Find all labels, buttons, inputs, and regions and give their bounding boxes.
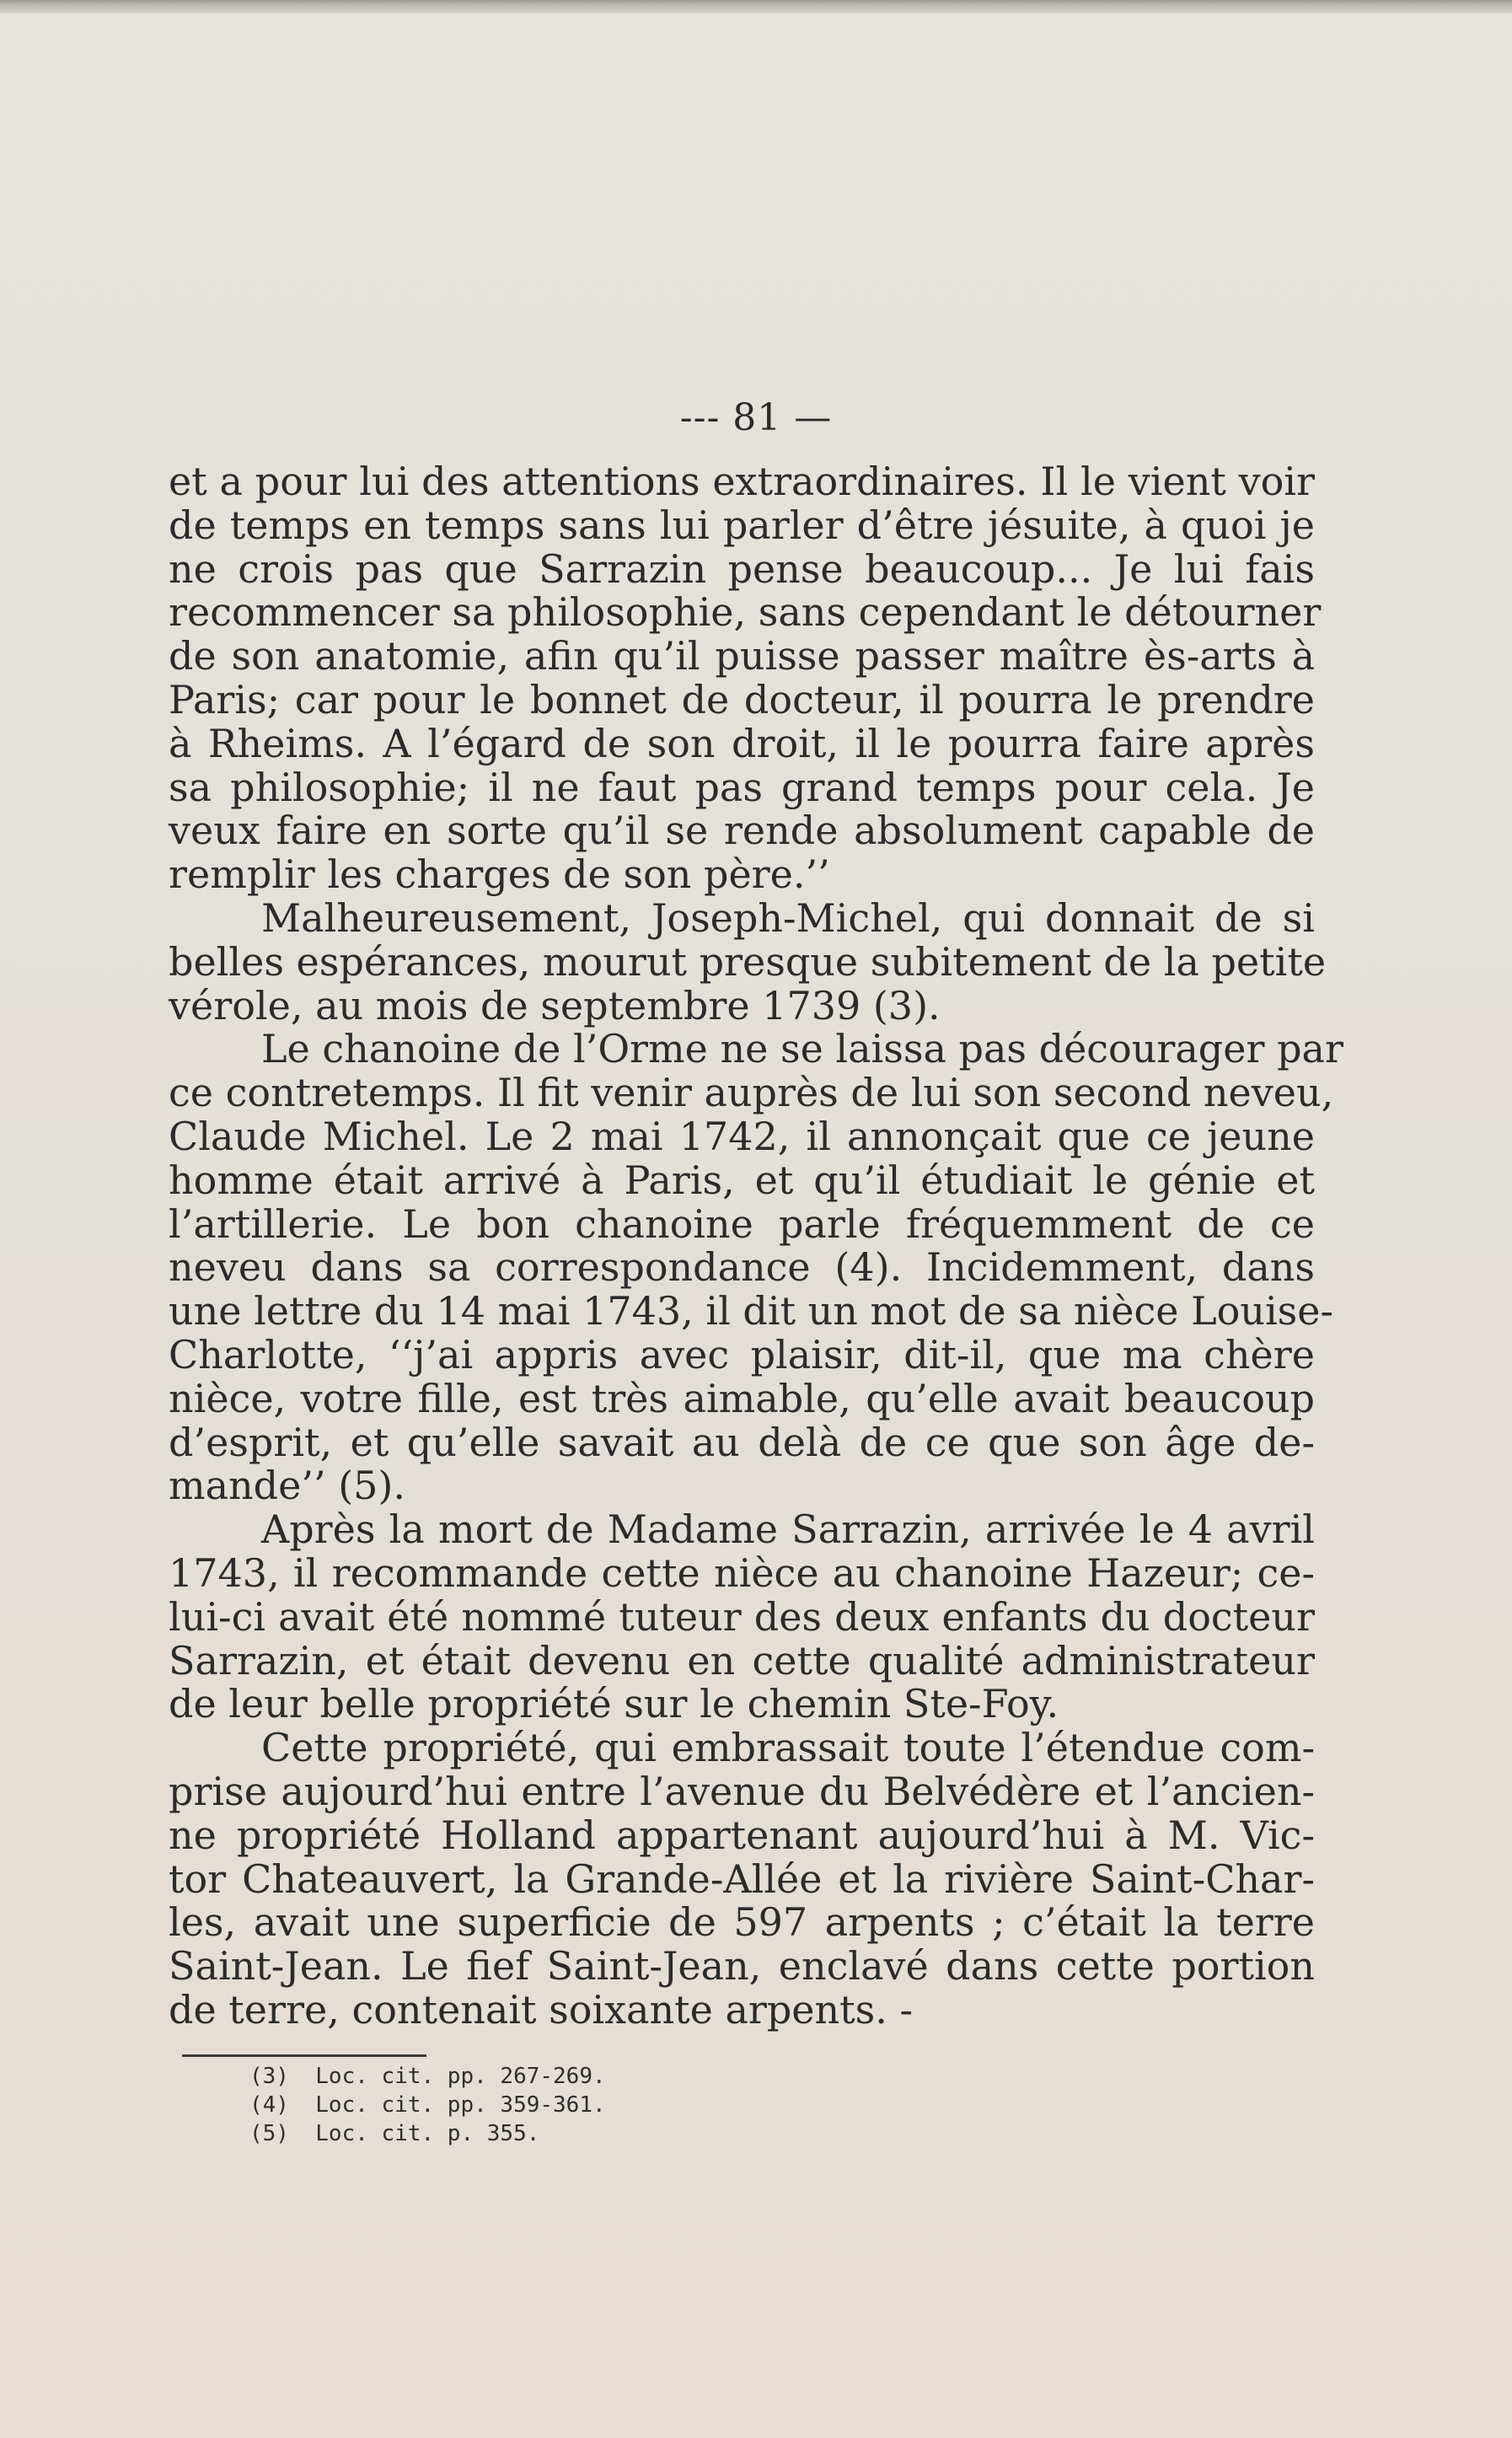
text-line: 1743, il recommande cette nièce au chanoine Hazeur; ce- bbox=[169, 1549, 1315, 1596]
text-line: belles espérances, mourut presque subitement de la petite bbox=[169, 938, 1327, 985]
text-line: les, avait une superficie de 597 arpents ; c’était la terre bbox=[169, 1899, 1315, 1946]
text-line: remplir les charges de son père.’’ bbox=[169, 851, 830, 898]
text-line: Cette propriété, qui embrassait toute l’étendue com- bbox=[261, 1725, 1315, 1771]
text-line: mande’’ (5). bbox=[169, 1463, 405, 1509]
text-line: l’artillerie. Le bon chanoine parle fréquemment de ce bbox=[169, 1200, 1315, 1247]
text-line: tor Chateauvert, la Grande-Allée et la rivière Saint-Char- bbox=[169, 1855, 1315, 1902]
text-line: Malheureusement, Joseph-Michel, qui donnait de si bbox=[261, 894, 1315, 941]
text-line: nièce, votre fille, est très aimable, qu’elle avait beaucoup bbox=[169, 1375, 1315, 1421]
text-line: sa philosophie; il ne faut pas grand temps pour cela. Je bbox=[169, 764, 1315, 810]
text-line: de leur belle propriété sur le chemin Ste-Foy. bbox=[169, 1681, 1059, 1727]
text-line: ne propriété Holland appartenant aujourd’hui à M. Vic- bbox=[169, 1812, 1315, 1858]
text-line: Paris; car pour le bonnet de docteur, il pourra le prendre bbox=[169, 676, 1315, 722]
text-line: Sarrazin, et était devenu en cette qualité administrateur bbox=[169, 1637, 1315, 1684]
text-line: ne crois pas que Sarrazin pense beaucoup... Je lui fais bbox=[169, 545, 1315, 592]
text-line: de terre, contenait soixante arpents. - bbox=[169, 1986, 914, 2033]
footnote-divider bbox=[182, 2054, 426, 2057]
text-line: de son anatomie, afin qu’il puisse passer maître ès-arts à bbox=[169, 633, 1315, 679]
text-line: vérole, au mois de septembre 1739 (3). bbox=[169, 982, 941, 1028]
text-line: ce contretemps. Il fit venir auprès de lui son second neveu, bbox=[169, 1070, 1334, 1116]
text-line: veux faire en sorte qu’il se rende absolument capable de bbox=[169, 808, 1315, 854]
text-line: Après la mort de Madame Sarrazin, arrivée le 4 avril bbox=[261, 1506, 1315, 1553]
text-line: neveu dans sa correspondance (4). Incidemment, dans bbox=[169, 1244, 1315, 1291]
text-line: Saint-Jean. Le fief Saint-Jean, enclavé dans cette portion bbox=[169, 1943, 1315, 1990]
text-line: de temps en temps sans lui parler d’être jésuite, à quoi je bbox=[169, 502, 1315, 548]
text-line: Charlotte, ‘‘j’ai appris avec plaisir, dit-il, que ma chère bbox=[169, 1331, 1315, 1377]
text-line: homme était arrivé à Paris, et qu’il étudiait le génie et bbox=[169, 1157, 1315, 1203]
text-line: lui-ci avait été nommé tuteur des deux enfants du docteur bbox=[169, 1593, 1315, 1640]
footnote-3: (3) Loc. cit. pp. 267-269. bbox=[249, 2064, 606, 2089]
text-line: prise aujourd’hui entre l’avenue du Belvédère et l’ancien- bbox=[169, 1768, 1315, 1814]
text-line: recommencer sa philosophie, sans cependant le détourner bbox=[169, 589, 1322, 636]
text-line: une lettre du 14 mai 1743, il dit un mot de sa nièce Louise- bbox=[169, 1288, 1334, 1334]
page-number: --- 81 — bbox=[679, 396, 833, 439]
text-line: à Rheims. A l’égard de son droit, il le pourra faire après bbox=[169, 720, 1315, 766]
body-text bbox=[169, 459, 1343, 2033]
text-line: Le chanoine de l’Orme ne se laissa pas décourager par bbox=[261, 1026, 1343, 1072]
footnotes bbox=[249, 2062, 606, 2148]
text-line: d’esprit, et qu’elle savait au delà de ce que son âge de- bbox=[169, 1419, 1315, 1465]
text-line: Claude Michel. Le 2 mai 1742, il annonçait que ce jeune bbox=[169, 1113, 1315, 1159]
text-line: et a pour lui des attentions extraordinaires. Il le vient voir bbox=[169, 459, 1315, 504]
scan-top-edge bbox=[0, 0, 1512, 13]
footnote-4: (4) Loc. cit. pp. 359-361. bbox=[249, 2092, 606, 2118]
footnote-5: (5) Loc. cit. p. 355. bbox=[249, 2121, 540, 2146]
